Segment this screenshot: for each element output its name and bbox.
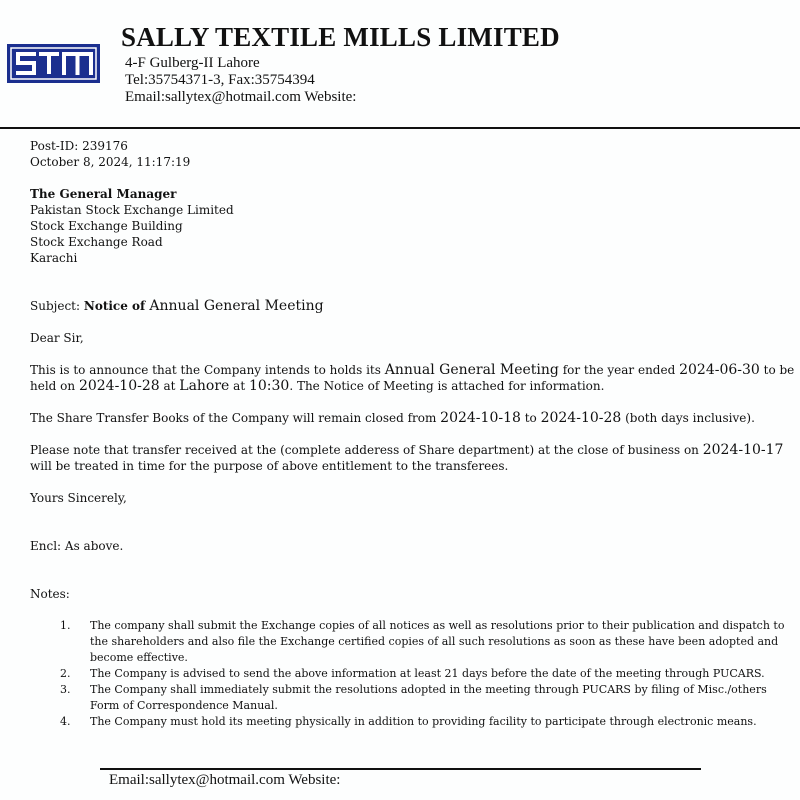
notes-heading: Notes: bbox=[30, 587, 70, 601]
book-closure-paragraph: The Share Transfer Books of the Company will remain closed from 2024-10-18 to 2024-10-28 (both days inclusive). bbox=[30, 410, 755, 426]
footer-divider bbox=[100, 768, 701, 770]
recipient-title: The General Manager bbox=[30, 187, 177, 201]
company-phone-fax: Tel:35754371-3, Fax:35754394 bbox=[125, 72, 315, 88]
salutation: Dear Sir, bbox=[30, 331, 84, 345]
company-name: SALLY TEXTILE MILLS LIMITED bbox=[121, 22, 560, 52]
letter-body bbox=[30, 138, 795, 730]
company-logo bbox=[7, 44, 100, 83]
post-datetime: October 8, 2024, 11:17:19 bbox=[30, 155, 191, 169]
note-item: 3. The Company shall immediately submit the resolutions adopted in the meeting through PUCARS by filing of Misc./others Form of Correspondence Manual. bbox=[60, 683, 767, 712]
company-email-website: Email:sallytex@hotmail.com Website: bbox=[125, 89, 357, 105]
note-item: 4. The Company must hold its meeting physically in addition to providing facility to participate through electronic means. bbox=[60, 715, 757, 728]
note-item: 1. The company shall submit the Exchange copies of all notices as well as resolutions prior to their publication and dispatch to the shareholders and also file the Exchange certified copies of all such resolutions as soon as these have been adopted and become effective. bbox=[60, 619, 785, 664]
enclosure: Encl: As above. bbox=[30, 539, 124, 553]
notes-list bbox=[30, 618, 795, 730]
company-address: 4-F Gulberg-II Lahore bbox=[125, 55, 260, 71]
note-item: 2. The Company is advised to send the above information at least 21 days before the date of the meeting through PUCARS. bbox=[60, 667, 765, 680]
announcement-paragraph: This is to announce that the Company intends to holds its Annual General Meeting for the year ended 2024-06-30 to be held on 2024-10-28 at Lahore at 10:30. The Notice of Meeting is attached for information. bbox=[30, 362, 795, 394]
footer-contact: Email:sallytex@hotmail.com Website: bbox=[109, 772, 341, 788]
recipient-line: Karachi bbox=[30, 251, 78, 265]
closing: Yours Sincerely, bbox=[30, 491, 127, 505]
recipient-line: Stock Exchange Road bbox=[30, 235, 163, 249]
recipient-line: Pakistan Stock Exchange Limited bbox=[30, 203, 234, 217]
post-id: Post-ID: 239176 bbox=[30, 139, 128, 153]
header-divider bbox=[0, 127, 800, 129]
recipient-line: Stock Exchange Building bbox=[30, 219, 183, 233]
subject-line: Subject: Notice of Annual General Meeting bbox=[30, 298, 324, 314]
transfer-paragraph: Please note that transfer received at the (complete adderess of Share department) at the close of business on 2024-10-17 will be treated in time for the purpose of above entitlement to the transferees. bbox=[30, 442, 784, 473]
